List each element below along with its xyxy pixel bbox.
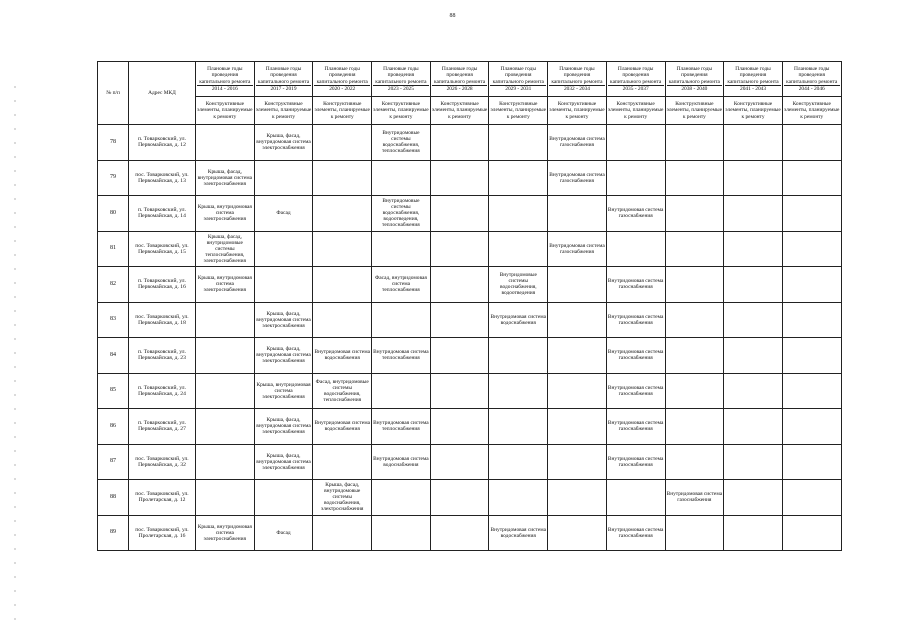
header-period-6: [548, 62, 607, 97]
row-address: п. Товарковский, ул. Первомайская, д. 23: [129, 338, 196, 374]
cell-period-8: [665, 160, 724, 196]
cell-period-4: [430, 196, 489, 232]
row-address: пос. Товарковский, ул. Первомайская, д. 32: [129, 444, 196, 480]
header-planned-years-label: Плановые годы проведения капитального ремонта: [668, 66, 720, 85]
cell-period-3: Внутридомовые системы водоснабжения, водоотведения, теплоснабжения: [372, 196, 431, 232]
cell-period-5: [489, 125, 548, 161]
cell-period-1: Фасад: [254, 515, 313, 551]
cell-period-1: [254, 160, 313, 196]
cell-period-0: [196, 302, 255, 338]
header-period-1: [254, 62, 313, 97]
table-row: [98, 444, 842, 480]
cell-period-6: Внутридомовая система газоснабжения: [548, 160, 607, 196]
cell-period-10: [782, 302, 841, 338]
cell-period-9: [724, 515, 783, 551]
cell-period-9: [724, 125, 783, 161]
header-period-range: 2020 - 2022: [314, 85, 370, 92]
cell-period-0: [196, 444, 255, 480]
header-period-range: 2035 - 2037: [608, 85, 664, 92]
cell-period-9: [724, 338, 783, 374]
cell-period-0: [196, 338, 255, 374]
cell-period-10: [782, 196, 841, 232]
cell-period-1: [254, 267, 313, 303]
cell-period-1: Крыша, фасад, внутридомовая система электроснабжения: [254, 409, 313, 445]
header-period-range: 2029 - 2031: [490, 85, 546, 92]
repair-plan-table: [97, 61, 842, 551]
cell-period-5: [489, 480, 548, 516]
cell-period-1: Крыша, фасад, внутридомовая система электроснабжения: [254, 302, 313, 338]
row-address: п. Товарковский, ул. Первомайская, д. 16: [129, 267, 196, 303]
cell-period-7: [606, 231, 665, 267]
cell-period-6: [548, 373, 607, 409]
cell-period-3: Внутридомовые системы водоснабжения, теплоснабжения: [372, 125, 431, 161]
table-body: [98, 125, 842, 551]
cell-period-2: Внутридомовая система водоснабжения: [313, 409, 372, 445]
table-row: [98, 160, 842, 196]
cell-period-2: [313, 302, 372, 338]
cell-period-8: [665, 302, 724, 338]
cell-period-2: [313, 515, 372, 551]
cell-period-7: [606, 160, 665, 196]
cell-period-0: Крыша, внутридомовая система электроснабжения: [196, 515, 255, 551]
table-row: [98, 125, 842, 161]
cell-period-9: [724, 409, 783, 445]
row-address: п. Товарковский, ул. Первомайская, д. 12: [129, 125, 196, 161]
header-row-elements: [98, 97, 842, 125]
cell-period-4: [430, 373, 489, 409]
page-number: 88: [449, 13, 456, 19]
header-elements-9: Конструктивные элементы, планируемые к ремонту: [724, 97, 783, 125]
cell-period-9: [724, 373, 783, 409]
cell-period-10: [782, 515, 841, 551]
cell-period-8: [665, 444, 724, 480]
cell-period-4: [430, 267, 489, 303]
cell-period-4: [430, 231, 489, 267]
cell-period-1: Крыша, внутридомовая система электроснабжения: [254, 373, 313, 409]
cell-period-10: [782, 480, 841, 516]
cell-period-10: [782, 267, 841, 303]
cell-period-2: Внутридомовая система водоснабжения: [313, 338, 372, 374]
cell-period-0: Крыша, внутридомовая система электроснабжения: [196, 267, 255, 303]
row-address: п. Товарковский, ул. Первомайская, д. 14: [129, 196, 196, 232]
header-planned-years-label: Плановые годы проведения капитального ремонта: [433, 66, 486, 85]
cell-period-2: Крыша, фасад, внутридомовые системы водоснабжения, электроснабжения: [313, 480, 372, 516]
header-address: Адрес МКД: [129, 62, 196, 125]
cell-period-6: [548, 444, 607, 480]
cell-period-4: [430, 480, 489, 516]
cell-period-7: Внутридомовая система газоснабжения: [606, 409, 665, 445]
cell-period-8: [665, 338, 724, 374]
header-planned-years-label: Плановые годы проведения капитального ремонта: [727, 66, 779, 85]
table-row: [98, 373, 842, 409]
cell-period-2: [313, 267, 372, 303]
table-row: [98, 409, 842, 445]
header-elements-7: Конструктивные элементы, планируемые к ремонту: [606, 97, 665, 125]
row-address: пос. Товарковский, ул. Первомайская, д. 13: [129, 160, 196, 196]
cell-period-6: [548, 196, 607, 232]
table-row: [98, 267, 842, 303]
cell-period-1: Крыша, фасад, внутридомовая система электроснабжения: [254, 338, 313, 374]
row-number: 88: [98, 480, 129, 516]
table-row: [98, 196, 842, 232]
header-period-range: 2041 - 2043: [725, 85, 781, 92]
cell-period-8: [665, 373, 724, 409]
cell-period-3: [372, 373, 431, 409]
table-row: [98, 515, 842, 551]
cell-period-2: [313, 125, 372, 161]
row-address: п. Товарковский, ул. Первомайская, д. 27: [129, 409, 196, 445]
cell-period-1: [254, 480, 313, 516]
cell-period-0: Крыша, внутридомовая система электроснабжения: [196, 196, 255, 232]
cell-period-2: [313, 160, 372, 196]
cell-period-1: [254, 231, 313, 267]
cell-period-0: Крыша, фасад, внутридомовые системы теплоснабжения, электроснабжения: [196, 231, 255, 267]
cell-period-4: [430, 125, 489, 161]
cell-period-5: [489, 196, 548, 232]
cell-period-7: [606, 480, 665, 516]
cell-period-6: [548, 515, 607, 551]
cell-period-9: [724, 444, 783, 480]
cell-period-3: [372, 231, 431, 267]
cell-period-5: [489, 373, 548, 409]
cell-period-3: [372, 515, 431, 551]
header-row-years: [98, 62, 842, 97]
cell-period-8: [665, 125, 724, 161]
header-elements-1: Конструктивные элементы, планируемые к ремонту: [254, 97, 313, 125]
cell-period-7: Внутридомовая система газоснабжения: [606, 338, 665, 374]
cell-period-9: [724, 196, 783, 232]
cell-period-2: [313, 444, 372, 480]
cell-period-3: Внутридомовая система теплоснабжения: [372, 338, 431, 374]
row-address: пос. Товарковский, ул. Первомайская, д. 18: [129, 302, 196, 338]
header-period-range: 2026 - 2028: [432, 85, 488, 92]
cell-period-10: [782, 160, 841, 196]
cell-period-3: Фасад, внутридомовая система теплоснабжения: [372, 267, 431, 303]
table-row: [98, 302, 842, 338]
header-period-3: [372, 62, 431, 97]
cell-period-5: [489, 409, 548, 445]
header-planned-years-label: Плановые годы проведения капитального ремонта: [551, 66, 603, 85]
row-address: пос. Товарковский, ул. Пролетарская, д. 12: [129, 480, 196, 516]
cell-period-4: [430, 160, 489, 196]
cell-period-9: [724, 302, 783, 338]
table-row: [98, 480, 842, 516]
cell-period-4: [430, 302, 489, 338]
cell-period-7: Внутридомовая система газоснабжения: [606, 302, 665, 338]
cell-period-10: [782, 373, 841, 409]
row-number: 89: [98, 515, 129, 551]
cell-period-1: Крыша, фасад, внутридомовая система электроснабжения: [254, 125, 313, 161]
cell-period-0: [196, 373, 255, 409]
cell-period-1: Крыша, фасад, внутридомовая система электроснабжения: [254, 444, 313, 480]
header-period-range: 2023 - 2025: [373, 85, 429, 92]
cell-period-7: [606, 125, 665, 161]
header-period-4: [430, 62, 489, 97]
cell-period-10: [782, 231, 841, 267]
header-planned-years-label: Плановые годы проведения капитального ремонта: [375, 66, 427, 85]
cell-period-0: [196, 125, 255, 161]
cell-period-6: Внутридомовая система газоснабжения: [548, 125, 607, 161]
header-planned-years-label: Плановые годы проведения капитального ремонта: [492, 66, 544, 85]
cell-period-4: [430, 409, 489, 445]
cell-period-9: [724, 267, 783, 303]
header-elements-4: Конструктивные элементы, планируемые к ремонту: [430, 97, 489, 125]
header-planned-years-label: Плановые годы проведения капитального ремонта: [257, 66, 310, 85]
header-period-range: 2044 - 2046: [784, 85, 840, 92]
cell-period-5: [489, 444, 548, 480]
row-address: пос. Товарковский, ул. Пролетарская, д. 16: [129, 515, 196, 551]
cell-period-6: [548, 267, 607, 303]
cell-period-8: [665, 267, 724, 303]
cell-period-6: [548, 338, 607, 374]
cell-period-5: [489, 231, 548, 267]
header-elements-6: Конструктивные элементы, планируемые к ремонту: [548, 97, 607, 125]
header-elements-10: Конструктивные элементы, планируемые к ремонту: [782, 97, 841, 125]
cell-period-5: Внутридомовые системы водоснабжения, водоотведения: [489, 267, 548, 303]
cell-period-9: [724, 231, 783, 267]
cell-period-5: [489, 160, 548, 196]
cell-period-8: Внутридомовая система газоснабжения: [665, 480, 724, 516]
header-period-9: [724, 62, 783, 97]
cell-period-8: [665, 515, 724, 551]
cell-period-6: [548, 302, 607, 338]
cell-period-9: [724, 480, 783, 516]
row-number: 85: [98, 373, 129, 409]
row-number: 81: [98, 231, 129, 267]
header-period-5: [489, 62, 548, 97]
cell-period-6: Внутридомовая система газоснабжения: [548, 231, 607, 267]
cell-period-5: Внутридомовая система водоснабжения: [489, 302, 548, 338]
header-period-2: [313, 62, 372, 97]
cell-period-3: Внутридомовая система водоснабжения: [372, 444, 431, 480]
cell-period-0: [196, 480, 255, 516]
header-elements-0: Конструктивные элементы, планируемые к ремонту: [196, 97, 255, 125]
header-num: № п/п: [98, 62, 129, 125]
cell-period-5: [489, 338, 548, 374]
row-number: 80: [98, 196, 129, 232]
row-address: п. Товарковский, ул. Первомайская, д. 24: [129, 373, 196, 409]
cell-period-2: [313, 196, 372, 232]
cell-period-1: Фасад: [254, 196, 313, 232]
header-planned-years-label: Плановые годы проведения капитального ремонта: [199, 66, 251, 85]
row-number: 87: [98, 444, 129, 480]
row-number: 82: [98, 267, 129, 303]
cell-period-7: Внутридомовая система газоснабжения: [606, 444, 665, 480]
row-address: пос. Товарковский, ул. Первомайская, д. 15: [129, 231, 196, 267]
cell-period-10: [782, 338, 841, 374]
cell-period-3: Внутридомовая система теплоснабжения: [372, 409, 431, 445]
header-period-0: [196, 62, 255, 97]
cell-period-6: [548, 409, 607, 445]
cell-period-3: [372, 160, 431, 196]
cell-period-0: Крыша, фасад, внутридомовая система электроснабжения: [196, 160, 255, 196]
header-period-10: [782, 62, 841, 97]
cell-period-4: [430, 515, 489, 551]
header-elements-2: Конструктивные элементы, планируемые к ремонту: [313, 97, 372, 125]
row-number: 86: [98, 409, 129, 445]
header-elements-8: Конструктивные элементы, планируемые к ремонту: [665, 97, 724, 125]
scan-margin-dots: [14, 80, 16, 620]
table-row: [98, 338, 842, 374]
cell-period-8: [665, 196, 724, 232]
cell-period-10: [782, 444, 841, 480]
header-period-range: 2017 - 2019: [256, 85, 312, 92]
cell-period-10: [782, 125, 841, 161]
cell-period-7: Внутридомовая система газоснабжения: [606, 515, 665, 551]
cell-period-5: Внутридомовая система водоснабжения: [489, 515, 548, 551]
cell-period-7: Внутридомовая система газоснабжения: [606, 373, 665, 409]
header-planned-years-label: Плановые годы проведения капитального ремонта: [786, 66, 838, 85]
header-planned-years-label: Плановые годы проведения капитального ремонта: [610, 66, 662, 85]
header-period-range: 2038 - 2040: [667, 85, 723, 92]
cell-period-2: [313, 231, 372, 267]
cell-period-10: [782, 409, 841, 445]
cell-period-3: [372, 302, 431, 338]
row-number: 84: [98, 338, 129, 374]
header-period-7: [606, 62, 665, 97]
cell-period-4: [430, 338, 489, 374]
cell-period-7: Внутридомовая система газоснабжения: [606, 267, 665, 303]
cell-period-4: [430, 444, 489, 480]
cell-period-6: [548, 480, 607, 516]
header-planned-years-label: Плановые годы проведения капитального ремонта: [316, 66, 368, 85]
cell-period-8: [665, 231, 724, 267]
row-number: 83: [98, 302, 129, 338]
row-number: 79: [98, 160, 129, 196]
cell-period-3: [372, 480, 431, 516]
row-number: 78: [98, 125, 129, 161]
header-period-range: 2014 - 2016: [197, 85, 253, 92]
header-elements-3: Конструктивные элементы, планируемые к ремонту: [372, 97, 431, 125]
header-period-8: [665, 62, 724, 97]
header-elements-5: Конструктивные элементы, планируемые к ремонту: [489, 97, 548, 125]
cell-period-7: Внутридомовая система газоснабжения: [606, 196, 665, 232]
cell-period-9: [724, 160, 783, 196]
table-row: [98, 231, 842, 267]
cell-period-2: Фасад, внутридомовые системы водоснабжения, теплоснабжения: [313, 373, 372, 409]
cell-period-0: [196, 409, 255, 445]
header-period-range: 2032 - 2034: [549, 85, 605, 92]
cell-period-8: [665, 409, 724, 445]
